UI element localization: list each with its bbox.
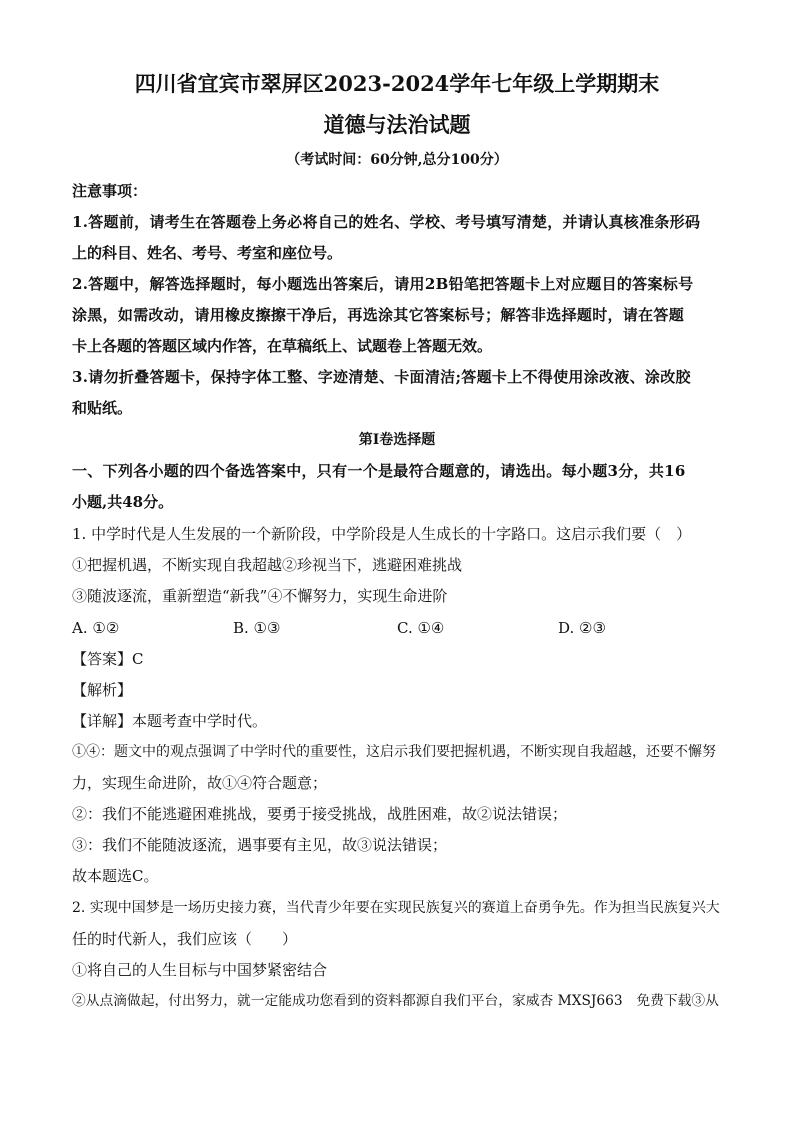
detail-line: 故本题选C。 bbox=[72, 867, 159, 885]
question-1-option-b: B. ①③ bbox=[233, 619, 281, 637]
detail-line: ②：我们不能逃避困难挑战，要勇于接受挑战，战胜困难，故②说法错误； bbox=[72, 805, 568, 823]
question-1-option-c: C. ①④ bbox=[397, 619, 445, 637]
question-1-statement: ③随波逐流，重新塑造“新我”④不懈努力，实现生命进阶 bbox=[72, 587, 448, 605]
notice-line: 3.请勿折叠答题卡，保持字体工整、字迹清楚、卡面清洁;答题卡上不得使用涂改液、涂改胶 bbox=[72, 368, 691, 386]
section-title: 第Ⅰ卷选择题 bbox=[358, 432, 436, 448]
document-subtitle: 道德与法治试题 bbox=[323, 112, 471, 137]
question-2-stem: 2. 实现中国梦是一场历史接力赛，当代青少年要在实现民族复兴的赛道上奋勇争先。作为担当民族复兴大 bbox=[72, 900, 720, 916]
notice-line: 2.答题中，解答选择题时，每小题选出答案后，请用2B铅笔把答题卡上对应题目的答案标号 bbox=[72, 275, 694, 293]
question-2-statement: ①将自己的人生目标与中国梦紧密结合 bbox=[72, 961, 328, 979]
detail-line: ①④：题文中的观点强调了中学时代的重要性，这启示我们要把握机遇，不断实现自我超越，还要不懈努 bbox=[72, 744, 716, 760]
question-2-statement: ②从点滴做起，付出努力，就一定能成功您看到的资料都源自我们平台，家威杏 MXSJ663 免费下载③从 bbox=[72, 993, 719, 1009]
notice-line: 1.答题前，请考生在答题卷上务必将自己的姓名、学校、考号填写清楚，并请认真核准条形码 bbox=[72, 213, 701, 231]
notice-heading: 注意事项： bbox=[72, 182, 148, 200]
answer-label: 【答案】C bbox=[72, 650, 144, 668]
question-1-statement: ①把握机遇，不断实现自我超越②珍视当下，逃避困难挑战 bbox=[72, 556, 463, 574]
notice-line: 卡上各题的答题区域内作答，在草稿纸上、试题卷上答题无效。 bbox=[72, 337, 493, 355]
analysis-label: 【解析】 bbox=[72, 681, 133, 699]
notice-line: 上的科目、姓名、考号、考室和座位号。 bbox=[72, 244, 343, 262]
document-title: 四川省宜宾市翠屏区2023-2024学年七年级上学期期末 bbox=[134, 71, 660, 96]
detail-line: 【详解】本题考查中学时代。 bbox=[72, 712, 268, 730]
question-1-option-d: D. ②③ bbox=[558, 619, 606, 637]
section-instruction: 小题,共48分。 bbox=[72, 493, 174, 511]
question-1-option-a: A. ①② bbox=[72, 619, 120, 637]
question-1-stem: 1. 中学时代是人生发展的一个新阶段，中学阶段是人生成长的十字路口。这启示我们要（ ） bbox=[72, 525, 692, 543]
notice-line: 涂黑，如需改动，请用橡皮擦擦干净后，再选涂其它答案标号；解答非选择题时，请在答题 bbox=[72, 306, 685, 324]
exam-info: （考试时间：60分钟,总分100分） bbox=[286, 152, 508, 168]
question-2-stem: 任的时代新人，我们应该（ ） bbox=[72, 930, 298, 948]
section-instruction: 一、下列各小题的四个备选答案中，只有一个是最符合题意的，请选出。每小题3分，共16 bbox=[72, 462, 686, 480]
detail-line: 力，实现生命进阶，故①④符合题意； bbox=[72, 774, 328, 792]
notice-line: 和贴纸。 bbox=[72, 399, 133, 417]
detail-line: ③：我们不能随波逐流，遇事要有主见，故③说法错误； bbox=[72, 836, 448, 854]
